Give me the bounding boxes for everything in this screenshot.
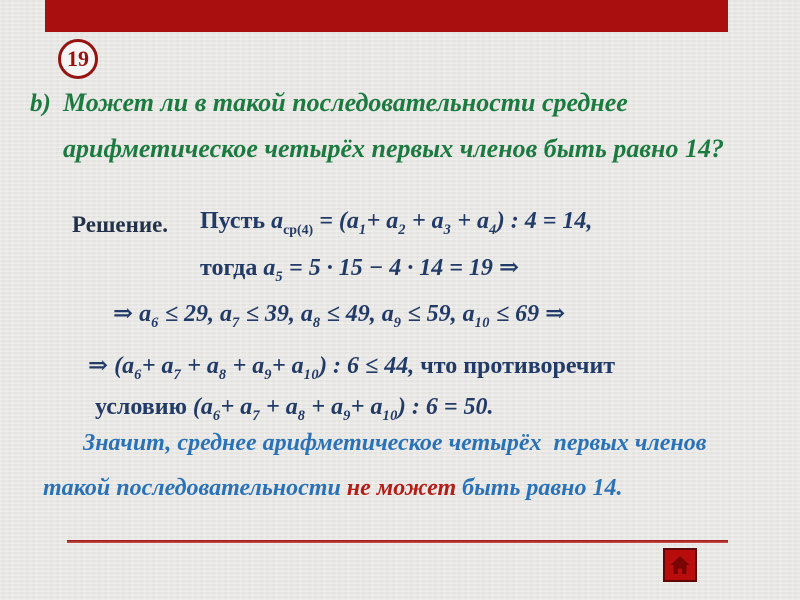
math-line-3: ⇒ $a_6 \le 29$, $a_7 \le 39$, $a_8 \le 49$, $a_9 \le 59$, $a_{10} \le 69$ ⇒	[113, 301, 566, 332]
question-line-2: арифметическое четырёх первых членов быть равно 14?	[63, 134, 724, 163]
question-line-1: Может ли в такой последовательности среднее	[63, 88, 628, 117]
conclusion-line-2: такой последовательности не может быть равно 14.	[43, 475, 623, 501]
home-button[interactable]	[663, 548, 697, 582]
slide-number-badge	[58, 39, 98, 79]
math-line-5: условию $(a_6+ a_7 + a_8 + a_9+ a_{10})$ : 6 = 50.	[95, 394, 494, 425]
math-line-1: Пусть $a_{ср(4)} = (a_1+ a_2 + a_3 + a_4)$ : 4 = 14,	[200, 208, 593, 239]
math-line-4: ⇒ $(a_6+ a_7 + a_8 + a_9+ a_{10})$ : 6 ≤ 44, что противоречит	[88, 353, 616, 384]
slide-number: 19	[67, 46, 89, 71]
home-icon	[668, 553, 692, 577]
conclusion-line-1: Значит, среднее арифметическое четырёх первых членов	[83, 430, 707, 456]
math-line-2: тогда $a_5 = 5 \cdot 15 - 4 \cdot 14 = 19$ ⇒	[200, 255, 520, 286]
divider-line	[67, 540, 728, 543]
question-marker: b)	[30, 90, 51, 117]
solution-label: Решение.	[72, 212, 169, 237]
top-accent-bar	[45, 0, 728, 32]
